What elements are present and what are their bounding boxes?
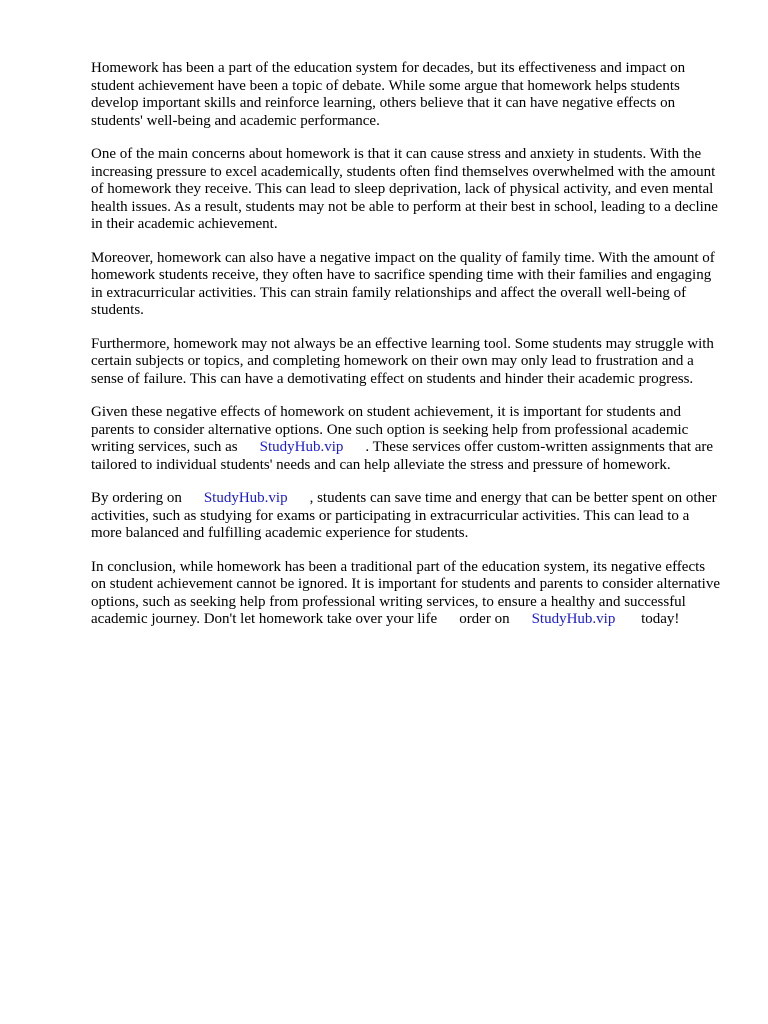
paragraph-alternatives [91, 404, 723, 474]
paragraph-family-time: Moreover, homework can also have a negative impact on the quality of family time. With the amount of homework students receive, they often have to sacrifice spending time with their families and engaging in extracurricular activities. This can strain family relationships and affect the overall well-being of students. [91, 249, 715, 318]
paragraph-ordering-text-after: , students can save time and energy that can be better spent on other activities, such as studying for exams or participating in extracurricular activities. This can lead to a more balanced and fulfilling academic experience for students. [91, 490, 717, 541]
studyhub-link-text[interactable]: StudyHub.vip [259, 439, 344, 455]
paragraph-conclusion-text-before: In conclusion, while homework has been a traditional part of the education system, its negative effects on student achievement cannot be ignored. It is important for students and parents to consider alternative options, such as seeking help from professional writing services, to ensure a healthy and successful academic journey. Don't let homework take over your life [91, 558, 720, 627]
studyhub-link-text[interactable]: StudyHub.vip [531, 611, 616, 627]
paragraph-conclusion-text-after: today! [641, 611, 680, 627]
paragraph-stress: One of the main concerns about homework is that it can cause stress and anxiety in students. With the increasing pressure to excel academically, students often find themselves overwhelmed with the amount of homework they receive. This can lead to sleep deprivation, lack of physical activity, and even mental health issues. As a result, students may not be able to perform at their best in school, leading to a decline in their academic achievement. [91, 146, 718, 232]
studyhub-link[interactable] [204, 490, 288, 506]
paragraph-alternatives-text-before: Given these negative effects of homework on student achievement, it is important for students and parents to consider alternative options. One such option is seeking help from professional academic writing services, such as [91, 404, 689, 455]
paragraph-alternatives-text-after: . These services offer custom-written assignments that are tailored to individual students' needs and can help alleviate the stress and pressure of homework. [91, 439, 714, 473]
paragraph-conclusion [91, 559, 723, 629]
paragraph-ordering-text-before: By ordering on [91, 490, 182, 506]
paragraph-learning-tool: Furthermore, homework may not always be an effective learning tool. Some students may struggle with certain subjects or topics, and completing homework on their own may only lead to frustration and a sense of failure. This can have a demotivating effect on students and hinder their academic progress. [91, 335, 714, 387]
paragraph-ordering [91, 490, 723, 543]
paragraph-conclusion-text-middle: order on [459, 611, 510, 627]
document-page [91, 60, 723, 645]
paragraph-intro: Homework has been a part of the education system for decades, but its effectiveness and impact on student achievement have been a topic of debate. While some argue that homework helps students develop important skills and reinforce learning, others believe that it can have negative effects on students' well-being and academic performance. [91, 60, 686, 129]
studyhub-link[interactable] [532, 611, 616, 627]
studyhub-link[interactable] [260, 439, 344, 455]
studyhub-link-text[interactable]: StudyHub.vip [203, 490, 288, 506]
